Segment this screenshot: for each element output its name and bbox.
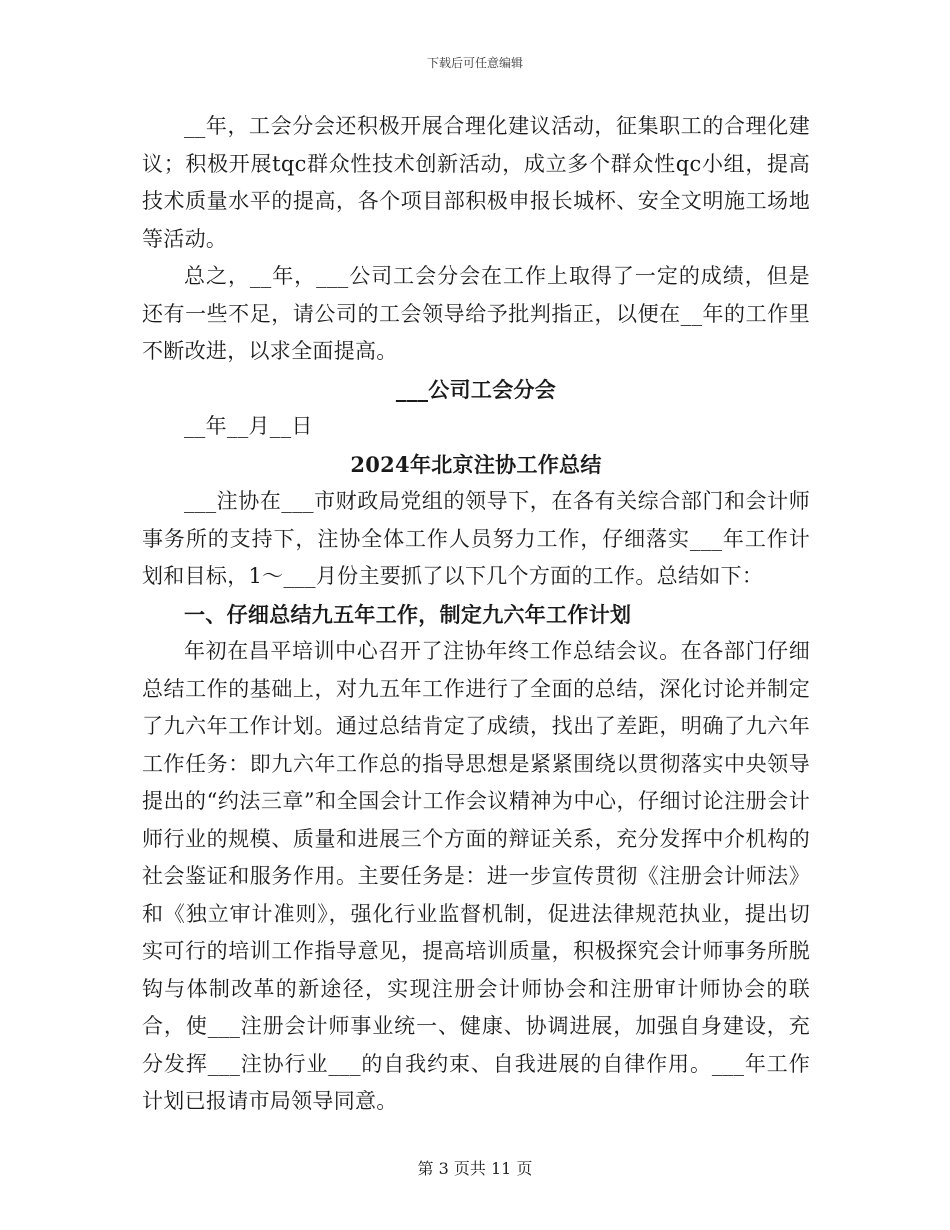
paragraph-intro: ___注协在___市财政局党组的领导下，在各有关综合部门和会计师事务所的支持下，注协全体工作人员努力工作，仔细落实___年工作计划和目标，1～___月份主要抓了以下几个方面的工作。总结如下： [142,489,810,588]
signature-organization: ___公司工会分会 [395,376,557,402]
signature-date: __年__月__日 [184,414,313,438]
paragraph-section-body: 年初在昌平培训中心召开了注协年终工作总结会议。在各部门仔细总结工作的基础上，对九五年工作进行了全面的总结，深化讨论并制定了九六年工作计划。通过总结肯定了成绩，找出了差距，明确了九六年工作任务：即九六年工作总的指导思想是紧紧围绕以贯彻落实中央领导提出的“约法三章”和全国会计工作会议精神为中心，仔细讨论注册会计师行业的规模、质量和进展三个方面的辩证关系，充分发挥中介机构的社会鉴证和服务作用。主要任务是：进一步宣传贯彻《注册会计师法》和《独立审计准则》，强化行业监督机制，促进法律规范执业，提出切实可行的培训工作指导意见，提高培训质量，积极探究会计师事务所脱钩与体制改革的新途径，实现注册会计师协会和注册审计师协会的联合，使___注册会计师事业统一、健康、协调进展，加强自身建设，充分发挥___注协行业___的自我约束、自我进展的自律作用。___年工作计划已报请市局领导同意。 [142,639,810,1113]
page-header: 下载后可任意编辑 [426,56,523,70]
document-title: 2024年北京注协工作总结 [350,451,602,477]
paragraph-summary: 总之，__年，___公司工会分会在工作上取得了一定的成绩，但是还有一些不足，请公司的工会领导给予批判指正，以便在__年的工作里不断改进，以求全面提高。 [142,264,810,363]
paragraph-suggestions: __年，工会分会还积极开展合理化建议活动，征集职工的合理化建议；积极开展tqc群众性技术创新活动，成立多个群众性qc小组，提高技术质量水平的提高，各个项目部积极申报长城杯、安全文明施工场地等活动。 [142,114,810,251]
page-footer: 第 3 页共 11 页 [417,1159,533,1178]
document-body [142,108,810,1121]
section-heading: 一、仔细总结九五年工作，制定九六年工作计划 [184,601,632,627]
